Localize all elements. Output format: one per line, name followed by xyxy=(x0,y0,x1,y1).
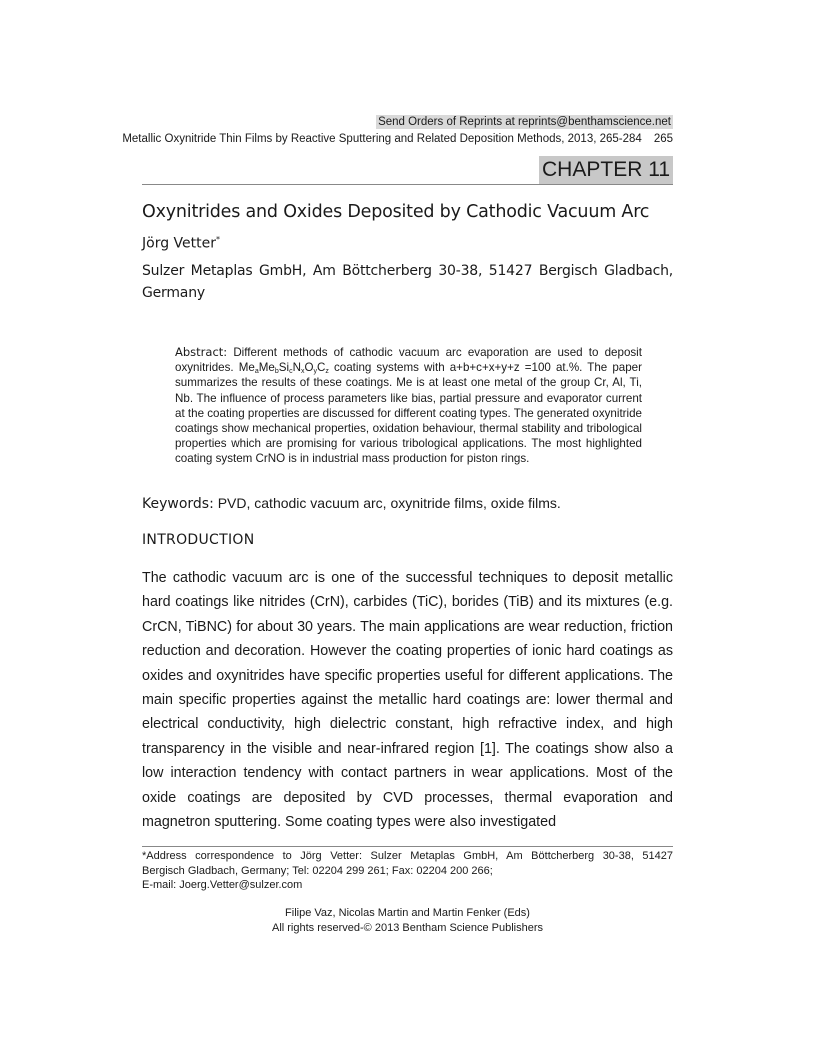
footnote-line: Bergisch Gladbach, Germany; Tel: 02204 299 261; Fax: 02204 200 266; xyxy=(142,864,493,877)
chapter-label: CHAPTER 11 xyxy=(539,156,673,184)
affiliation: Sulzer Metaplas GmbH, Am Böttcherberg 30-38, 51427 Bergisch Gladbach, Germany xyxy=(142,263,673,301)
keywords-label: Keywords: xyxy=(142,496,214,512)
formula-element: C xyxy=(316,361,326,375)
formula-element: Me xyxy=(238,361,255,375)
keywords xyxy=(142,495,561,512)
abstract-text-2: coating systems with a+b+c+x+y+z =100 at.%. The paper summarizes the results of these coatings. Me is at least one metal of the group Cr, Al, Ti, Nb. The influence of process parameters like bias, partial pressure and evaporator current at the coating properties are discussed for different coating types. The generated oxynitride coatings show mechanical properties, oxidation behaviour, thermal stability and tribological properties which are promising for various tribological applications. The most highlighted coating system CrNO is in industrial mass production for piston rings. xyxy=(175,361,642,466)
formula-subscript: b xyxy=(274,368,279,376)
author-name: Jörg Vetter xyxy=(142,235,216,252)
author-footnote-mark: * xyxy=(216,235,220,244)
abstract-formula xyxy=(239,361,329,374)
formula-subscript: a xyxy=(254,368,259,376)
footnote-line: *Address correspondence to Jörg Vetter: Sulzer Metaplas GmbH, Am Böttcherberg 30-38, 51427 xyxy=(142,850,673,862)
copyright-line: All rights reserved-© 2013 Bentham Science Publishers xyxy=(271,921,543,934)
editors-credit xyxy=(142,906,673,935)
reprints-notice: Send Orders of Reprints at reprints@benthamscience.net xyxy=(378,116,671,128)
formula-element: Si xyxy=(278,361,290,375)
keywords-text: PVD, cathodic vacuum arc, oxynitride films, oxide films. xyxy=(217,495,561,511)
formula-element: O xyxy=(304,361,314,375)
formula-subscript: c xyxy=(289,368,293,376)
abstract-text-1: Different methods of cathodic vacuum arc evaporation are used to deposit oxynitrides. xyxy=(175,346,642,375)
formula-subscript: y xyxy=(313,368,317,376)
formula-element: N xyxy=(292,361,301,375)
formula-element: Me xyxy=(258,361,275,375)
abstract-label: Abstract: xyxy=(175,345,228,359)
abstract xyxy=(175,345,642,467)
chapter-title: Oxynitrides and Oxides Deposited by Cathodic Vacuum Arc xyxy=(142,202,650,222)
running-header xyxy=(122,133,673,145)
footnote-email: E-mail: Joerg.Vetter@sulzer.com xyxy=(142,879,303,892)
section-heading: INTRODUCTION xyxy=(142,532,255,548)
footnote xyxy=(142,849,673,893)
running-title: Metallic Oxynitride Thin Films by Reactive Sputtering and Related Deposition Methods, 2013, 265-284 xyxy=(122,133,642,145)
formula-subscript: z xyxy=(325,368,329,376)
page-number: 265 xyxy=(653,133,673,145)
editors-line: Filipe Vaz, Nicolas Martin and Martin Fenker (Eds) xyxy=(285,907,530,919)
body-paragraph: The cathodic vacuum arc is one of the successful techniques to deposit metallic hard coatings like nitrides (CrN), carbides (TiC), borides (TiB) and its mixtures (e.g. CrCN, TiBNC) for about 30 years. The main applications are wear reduction, friction reduction and decoration. However the coating properties of ionic hard coatings as oxides and oxynitrides have specific properties useful for different applications. The main specific properties against the metallic hard coatings are: lower thermal and electrical conductivity, high dielectric constant, high refractive index, and high transparency in the visible and near-infrared region [1]. The coatings show also a low interaction tendency with contact partners in wear applications. Most of the oxide coatings are deposited by CVD processes, thermal evaporation and magnetron sputtering. Some coating types were also investigated xyxy=(142,570,673,831)
author xyxy=(142,235,220,252)
footnote-divider xyxy=(142,846,673,847)
header-divider xyxy=(142,184,673,185)
formula-subscript: x xyxy=(300,368,305,376)
